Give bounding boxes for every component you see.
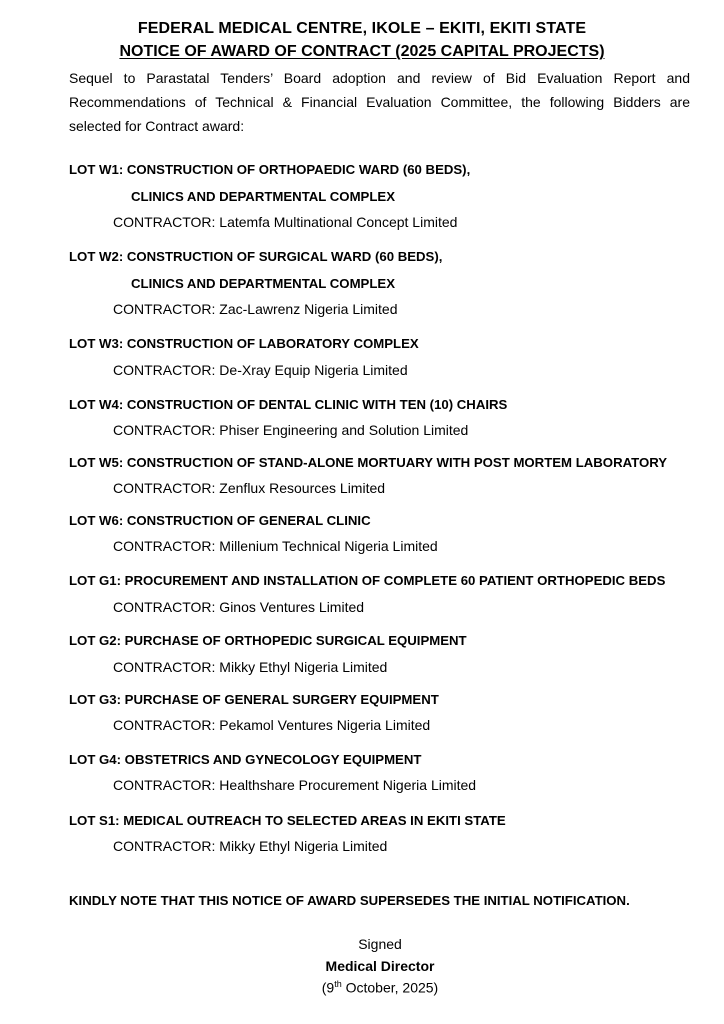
lot-contractor: CONTRACTOR: Zac-Lawrenz Nigeria Limited <box>113 301 398 317</box>
organization-title: FEDERAL MEDICAL CENTRE, IKOLE – EKITI, EKITI STATE <box>137 20 587 37</box>
lot-contractor: CONTRACTOR: De-Xray Equip Nigeria Limited <box>113 362 408 378</box>
signature-date-suffix: th <box>334 979 342 989</box>
closing-note: KINDLY NOTE THAT THIS NOTICE OF AWARD SUPERSEDES THE INITIAL NOTIFICATION. <box>69 893 630 908</box>
lot-title: LOT W6: CONSTRUCTION OF GENERAL CLINIC <box>69 513 371 528</box>
lot-title: LOT G1: PROCUREMENT AND INSTALLATION OF COMPLETE 60 PATIENT ORTHOPEDIC BEDS <box>69 573 666 588</box>
lot-contractor: CONTRACTOR: Pekamol Ventures Nigeria Limited <box>113 717 431 733</box>
lot-title: LOT G3: PURCHASE OF GENERAL SURGERY EQUIPMENT <box>69 692 439 707</box>
lot-contractor: CONTRACTOR: Zenflux Resources Limited <box>113 480 386 496</box>
lot-title: LOT W4: CONSTRUCTION OF DENTAL CLINIC WITH TEN (10) CHAIRS <box>69 397 508 412</box>
lot-contractor: CONTRACTOR: Latemfa Multinational Concept Limited <box>113 214 458 230</box>
lot-title-continuation: CLINICS AND DEPARTMENTAL COMPLEX <box>131 276 395 291</box>
lot-contractor: CONTRACTOR: Healthshare Procurement Nigeria Limited <box>113 777 477 793</box>
lot-contractor: CONTRACTOR: Ginos Ventures Limited <box>113 599 365 615</box>
lot-title-continuation: CLINICS AND DEPARTMENTAL COMPLEX <box>131 189 395 204</box>
lot-title: LOT G4: OBSTETRICS AND GYNECOLOGY EQUIPMENT <box>69 752 422 767</box>
intro-paragraph: Sequel to Parastatal Tenders’ Board adoption and review of Bid Evaluation Report and Recommendations of Technical & Financial Evaluation Committee, the following Bidders are selected for Contract award: <box>69 70 690 134</box>
lot-title: LOT W3: CONSTRUCTION OF LABORATORY COMPLEX <box>69 336 419 351</box>
lot-title: LOT S1: MEDICAL OUTREACH TO SELECTED AREAS IN EKITI STATE <box>69 813 506 828</box>
lot-contractor: CONTRACTOR: Mikky Ethyl Nigeria Limited <box>113 838 388 854</box>
lot-contractor: CONTRACTOR: Mikky Ethyl Nigeria Limited <box>113 659 388 675</box>
signatory-title: Medical Director <box>325 958 435 974</box>
lot-title: LOT W1: CONSTRUCTION OF ORTHOPAEDIC WARD (60 BEDS), <box>69 162 471 177</box>
signature-date-rest: October, 2025) <box>341 979 439 996</box>
lot-contractor: CONTRACTOR: Phiser Engineering and Solution Limited <box>113 422 469 438</box>
signed-label: Signed <box>358 936 402 952</box>
lot-title: LOT W5: CONSTRUCTION OF STAND-ALONE MORTUARY WITH POST MORTEM LABORATORY <box>69 455 668 470</box>
signature-date-open: (9 <box>321 979 335 996</box>
lot-title: LOT G2: PURCHASE OF ORTHOPEDIC SURGICAL EQUIPMENT <box>69 633 467 648</box>
lot-title: LOT W2: CONSTRUCTION OF SURGICAL WARD (60 BEDS), <box>69 249 443 264</box>
signature-date <box>230 979 530 996</box>
lot-contractor: CONTRACTOR: Millenium Technical Nigeria Limited <box>113 538 438 554</box>
notice-title: NOTICE OF AWARD OF CONTRACT (2025 CAPITAL PROJECTS) <box>119 43 605 60</box>
